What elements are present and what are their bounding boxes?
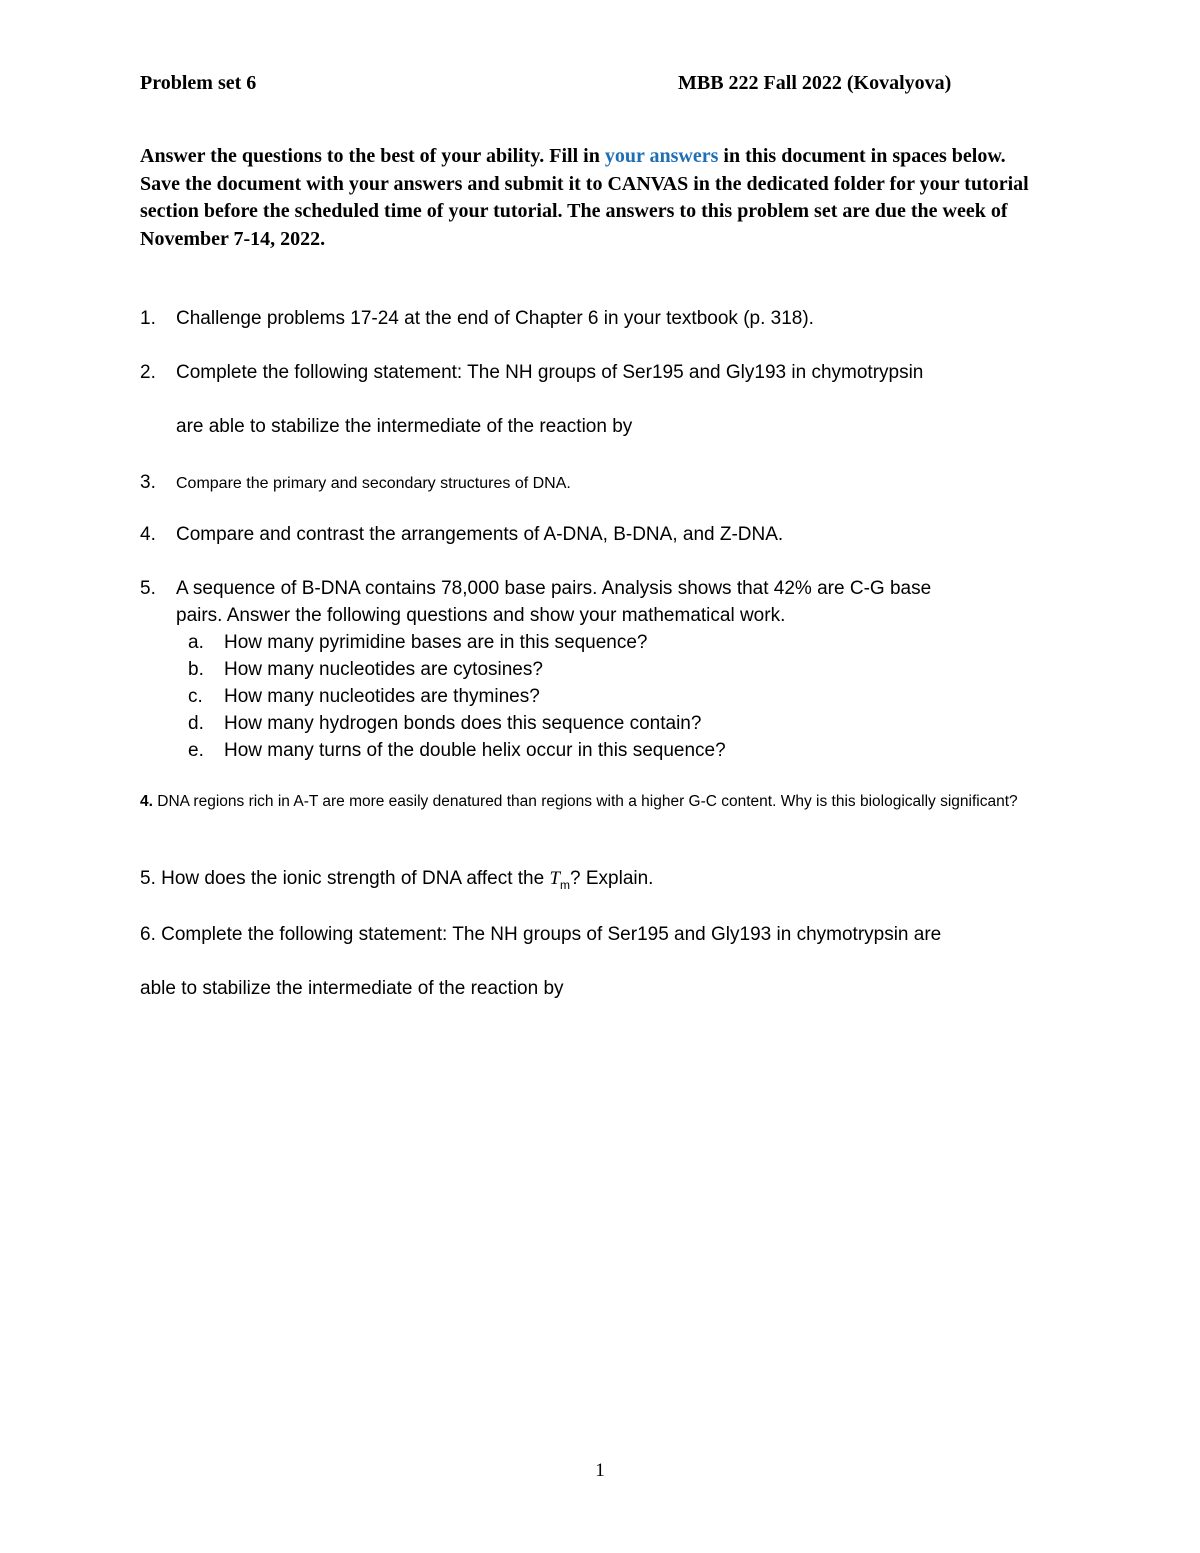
question-2 — [140, 360, 923, 386]
subquestion-d — [188, 711, 701, 737]
subquestion-text: How many hydrogen bonds does this sequence contain? — [224, 713, 702, 734]
question-number: 1. — [140, 308, 156, 329]
subquestion-text: How many pyrimidine bases are in this sequence? — [224, 632, 648, 653]
tm-symbol: T — [549, 868, 561, 889]
subquestion-text: How many turns of the double helix occur in this sequence? — [224, 740, 726, 761]
instructions-accent: your answers — [604, 145, 719, 167]
instructions-part2: in this document in spaces below. Save the document with your answers and submit it to CANVAS in the dedicated folder for your tutorial section before the scheduled time of your tutorial. The answers to this problem set are due the week of November 7-14, 2022. — [140, 145, 1029, 250]
page-number: 1 — [595, 1460, 605, 1481]
extra-question-6-continuation: able to stabilize the intermediate of the reaction by — [140, 978, 564, 999]
subquestion-letter: d. — [188, 713, 204, 734]
question-2-continuation: are able to stabilize the intermediate of the reaction by — [176, 416, 633, 437]
extra-question-5-pre: 5. How does the ionic strength of DNA affect the — [140, 868, 550, 889]
header-course-info: MBB 222 Fall 2022 (Kovalyova) — [678, 72, 952, 94]
extra-question-4-text: DNA regions rich in A-T are more easily denatured than regions with a higher G-C content. Why is this biologically significant? — [152, 793, 1018, 810]
subquestion-c — [188, 684, 540, 710]
extra-question-5-post: ? Explain. — [570, 868, 654, 889]
extra-question-5 — [140, 866, 653, 898]
subquestion-b — [188, 657, 543, 683]
extra-question-4-number: 4. — [140, 793, 153, 810]
question-text: Compare and contrast the arrangements of A-DNA, B-DNA, and Z-DNA. — [176, 524, 784, 545]
extra-question-4 — [140, 789, 1040, 815]
question-5-continuation: pairs. Answer the following questions and show your mathematical work. — [176, 605, 786, 626]
question-5 — [140, 576, 931, 602]
subquestion-a — [188, 630, 648, 656]
question-number: 4. — [140, 524, 156, 545]
question-3 — [140, 470, 571, 497]
subquestion-text: How many nucleotides are cytosines? — [224, 659, 543, 680]
subquestion-letter: c. — [188, 686, 203, 707]
question-text: Challenge problems 17-24 at the end of Chapter 6 in your textbook (p. 318). — [176, 308, 814, 329]
extra-question-6: 6. Complete the following statement: The NH groups of Ser195 and Gly193 in chymotrypsin are — [140, 924, 942, 945]
question-text: Complete the following statement: The NH groups of Ser195 and Gly193 in chymotrypsin — [176, 362, 924, 383]
header-course-problem-set: Problem set 6 — [140, 72, 257, 94]
question-1 — [140, 306, 814, 332]
instructions-part1: Answer the questions to the best of your ability. Fill in — [140, 145, 605, 167]
question-number: 2. — [140, 362, 156, 383]
question-number: 5. — [140, 578, 156, 599]
instructions-paragraph — [140, 143, 1040, 253]
question-4 — [140, 522, 783, 548]
question-number: 3. — [140, 472, 156, 493]
tm-subscript: m — [560, 877, 571, 892]
subquestion-letter: a. — [188, 632, 204, 653]
question-text: A sequence of B-DNA contains 78,000 base pairs. Analysis shows that 42% are C-G base — [176, 578, 932, 599]
question-text: Compare the primary and secondary structures of DNA. — [176, 475, 571, 492]
subquestion-letter: e. — [188, 740, 204, 761]
subquestion-e — [188, 738, 726, 764]
subquestion-letter: b. — [188, 659, 204, 680]
subquestion-text: How many nucleotides are thymines? — [224, 686, 540, 707]
